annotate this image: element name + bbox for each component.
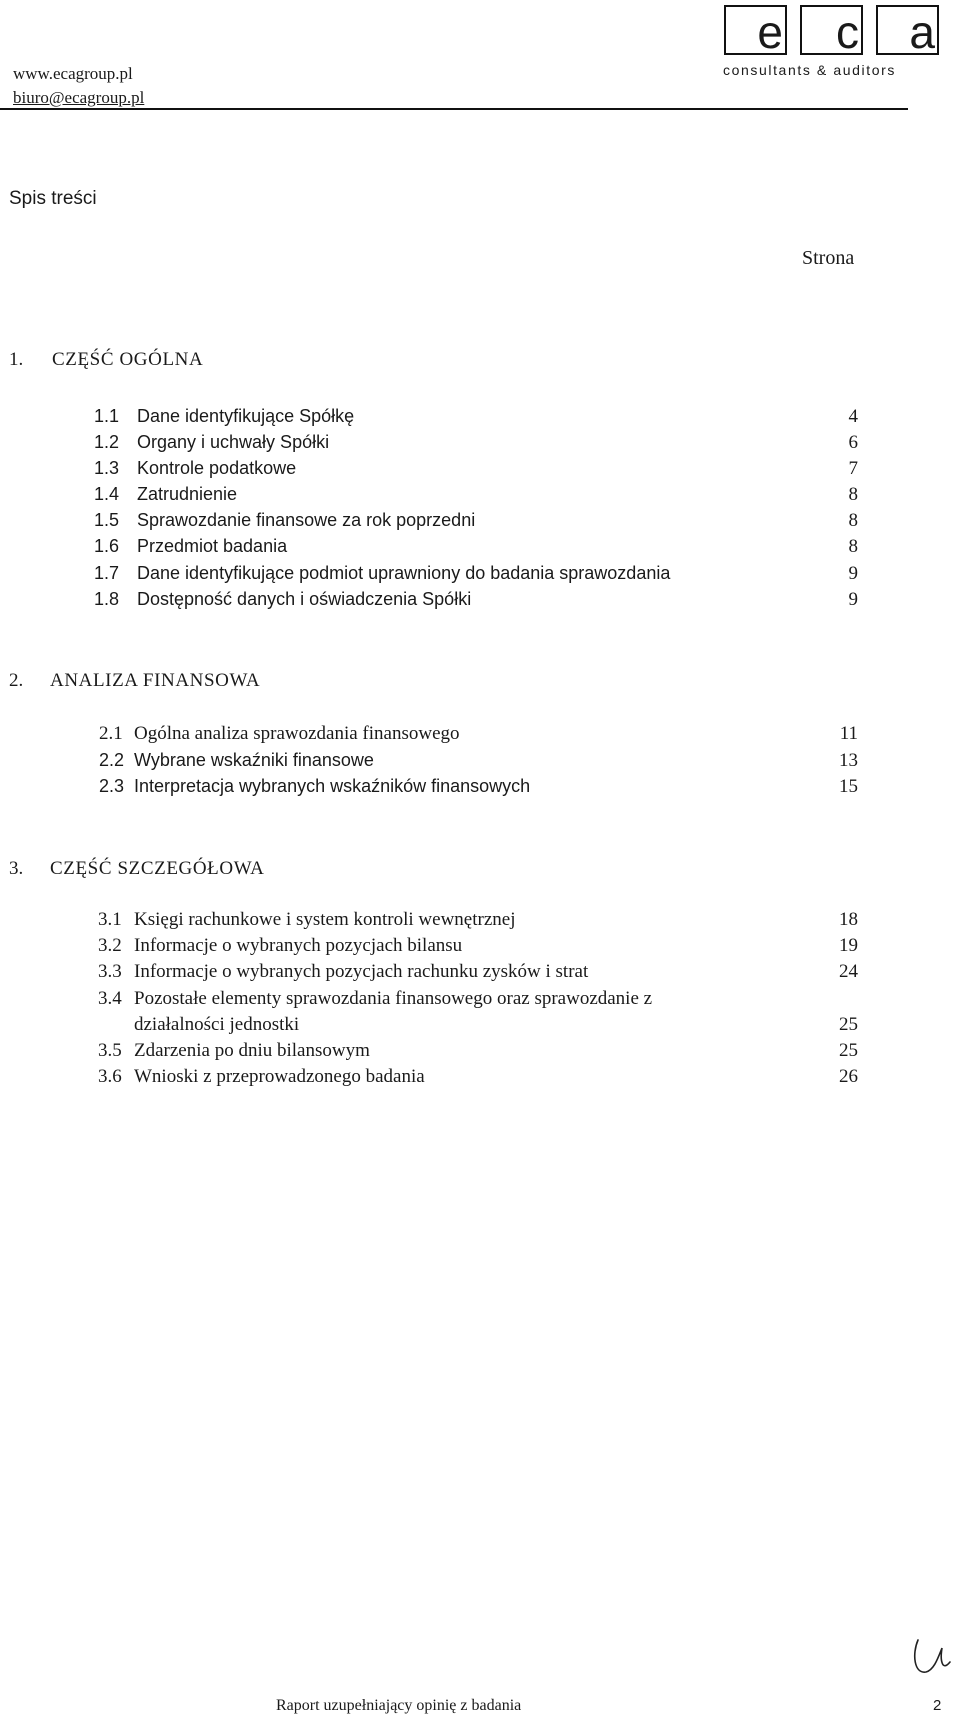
toc-item-page: 9 — [848, 589, 858, 610]
toc-item-label[interactable]: Interpretacja wybranych wskaźników finansowych — [134, 776, 531, 796]
toc-item-page: 4 — [848, 406, 858, 427]
toc-item-number: 2.3 — [99, 776, 125, 796]
toc-item-page: 9 — [848, 563, 858, 584]
toc-item-page: 18 — [839, 909, 858, 930]
logo-tagline: consultants & auditors — [723, 62, 896, 78]
toc-item-page: 8 — [848, 510, 858, 531]
footer-report-title: Raport uzupełniający opinię z badania — [276, 1697, 522, 1714]
handwritten-initials — [908, 1632, 954, 1682]
website-link[interactable]: www.ecagroup.pl — [13, 64, 133, 83]
toc-item-label[interactable]: Informacje o wybranych pozycjach bilansu — [134, 935, 463, 956]
toc-item-label[interactable]: Wnioski z przeprowadzonego badania — [134, 1066, 425, 1087]
toc-item-label[interactable]: Przedmiot badania — [137, 536, 288, 556]
toc-item-page: 8 — [848, 484, 858, 505]
toc-item-number: 2.1 — [99, 723, 123, 744]
section-number: 2. — [9, 670, 24, 691]
section-number: 3. — [9, 858, 24, 879]
section-title: CZĘŚĆ SZCZEGÓŁOWA — [50, 858, 265, 879]
toc-item-label[interactable]: Wybrane wskaźniki finansowe — [134, 750, 374, 770]
toc-item-page: 6 — [848, 432, 858, 453]
toc-item-page: 25 — [839, 1040, 858, 1061]
toc-item-number: 3.6 — [98, 1066, 122, 1087]
toc-item-number: 1.7 — [94, 563, 120, 583]
toc-item-label[interactable]: Dane identyfikujące Spółkę — [137, 406, 355, 426]
toc-title: Spis treści — [9, 188, 97, 209]
toc-item-page: 19 — [839, 935, 858, 956]
toc-item-page: 25 — [839, 1014, 858, 1035]
toc-item-label[interactable]: Dane identyfikujące podmiot uprawniony do badania sprawozdania — [137, 563, 671, 583]
logo-letter-e: e — [724, 5, 787, 55]
toc-item-number: 3.3 — [98, 961, 122, 982]
toc-item-number: 1.3 — [94, 458, 120, 478]
toc-item-number: 1.5 — [94, 510, 120, 530]
toc-item-page: 13 — [839, 750, 858, 771]
toc-item-page: 15 — [839, 776, 858, 797]
toc-item-number: 3.4 — [98, 988, 122, 1009]
footer-page-number: 2 — [933, 1697, 942, 1714]
toc-item-page: 7 — [848, 458, 858, 479]
toc-item-page: 8 — [848, 536, 858, 557]
toc-item-label[interactable]: Sprawozdanie finansowe za rok poprzedni — [137, 510, 476, 530]
toc-item-page: 11 — [839, 723, 858, 744]
toc-item-number: 3.2 — [98, 935, 122, 956]
section-number: 1. — [9, 349, 24, 370]
toc-item-label[interactable]: Ogólna analiza sprawozdania finansowego — [134, 723, 460, 744]
toc-item-number: 1.1 — [94, 406, 120, 426]
toc-item-number: 1.2 — [94, 432, 120, 452]
page-column-label: Strona — [802, 247, 855, 269]
section-title: CZĘŚĆ OGÓLNA — [52, 349, 204, 370]
logo-letter-a: a — [876, 5, 939, 55]
toc-item-number: 2.2 — [99, 750, 125, 770]
header-divider — [0, 108, 908, 110]
toc-item-number: 1.6 — [94, 536, 120, 556]
toc-item-label[interactable]: Zatrudnienie — [137, 484, 238, 504]
toc-item-label[interactable]: Informacje o wybranych pozycjach rachunku zysków i strat — [134, 961, 589, 982]
toc-item-page: 26 — [839, 1066, 858, 1087]
toc-item-label-continuation[interactable]: działalności jednostki — [134, 1014, 300, 1035]
logo-letter-c: c — [800, 5, 863, 55]
section-title: ANALIZA FINANSOWA — [50, 670, 261, 691]
toc-item-label[interactable]: Zdarzenia po dniu bilansowym — [134, 1040, 370, 1061]
toc-item-number: 1.4 — [94, 484, 120, 504]
toc-item-label[interactable]: Organy i uchwały Spółki — [137, 432, 330, 452]
toc-item-label[interactable]: Kontrole podatkowe — [137, 458, 297, 478]
toc-item-number: 1.8 — [94, 589, 120, 609]
toc-item-label[interactable]: Dostępność danych i oświadczenia Spółki — [137, 589, 472, 609]
toc-item-label[interactable]: Księgi rachunkowe i system kontroli wewnętrznej — [134, 909, 516, 930]
toc-item-number: 3.5 — [98, 1040, 122, 1061]
toc-item-number: 3.1 — [98, 909, 122, 930]
toc-item-page: 24 — [839, 961, 858, 982]
email-link[interactable]: biuro@ecagroup.pl — [13, 88, 145, 107]
toc-item-label[interactable]: Pozostałe elementy sprawozdania finansowego oraz sprawozdanie z — [134, 988, 653, 1009]
